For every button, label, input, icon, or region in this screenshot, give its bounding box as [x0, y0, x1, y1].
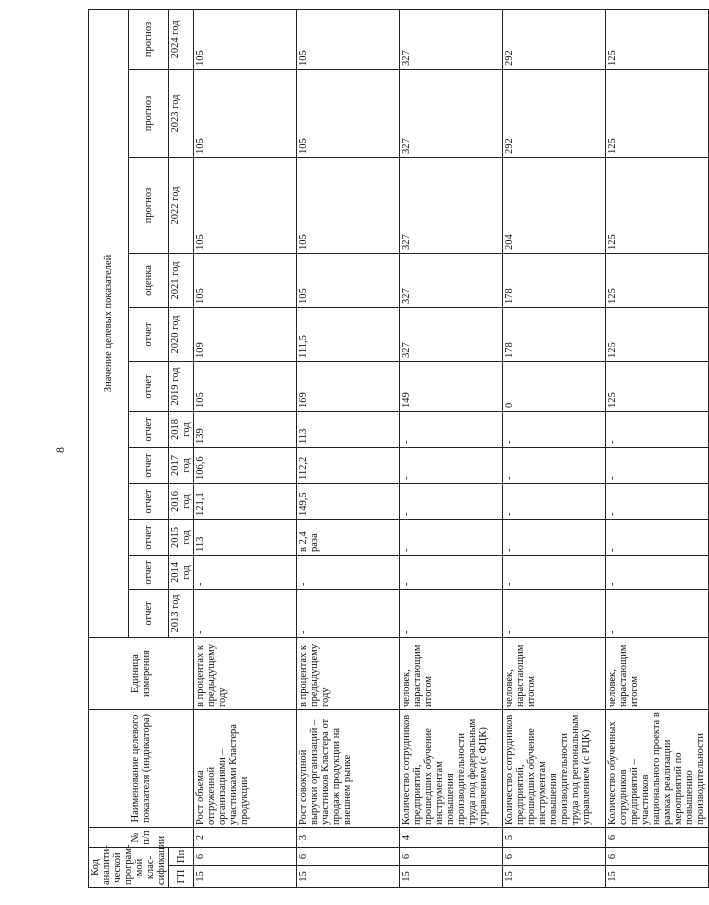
row-unit: человек, нарастающим итогом	[606, 637, 709, 709]
header-pp: Пп	[169, 847, 194, 865]
header-year-2: 2014 год	[169, 555, 194, 589]
row-value-2016: 121,1	[194, 483, 297, 519]
row-value-2015: -	[503, 519, 606, 555]
header-status-12: прогноз	[129, 9, 169, 69]
row-pp: 6	[194, 847, 297, 865]
header-status-11: прогноз	[129, 69, 169, 157]
header-year-9: 2021 год	[169, 253, 194, 307]
row-value-2019: 105	[194, 361, 297, 411]
indicators-table	[88, 9, 709, 888]
header-status-3: отчет	[129, 519, 169, 555]
row-value-2021: 125	[606, 253, 709, 307]
row-gp: 15	[194, 866, 297, 888]
row-value-2022: 204	[503, 157, 606, 253]
row-value-2022: 327	[400, 157, 503, 253]
header-year-4: 2016 год	[169, 483, 194, 519]
row-unit: человек, нарастающим итогом	[400, 637, 503, 709]
row-value-2017: 106,6	[194, 447, 297, 483]
row-value-2020: 125	[606, 307, 709, 361]
row-num: 5	[503, 827, 606, 847]
row-value-2015: -	[400, 519, 503, 555]
row-value-2016: -	[503, 483, 606, 519]
row-value-2014: -	[194, 555, 297, 589]
row-value-2013: -	[606, 589, 709, 637]
row-num: 2	[194, 827, 297, 847]
header-status-6: отчет	[129, 411, 169, 447]
header-unit: Единица измерения	[89, 637, 194, 709]
row-num: 6	[606, 827, 709, 847]
row-value-2013: -	[194, 589, 297, 637]
row-gp: 15	[503, 866, 606, 888]
row-gp: 15	[606, 866, 709, 888]
header-year-8: 2020 год	[169, 307, 194, 361]
header-status-5: отчет	[129, 447, 169, 483]
row-value-2013: -	[503, 589, 606, 637]
row-value-2015: 113	[194, 519, 297, 555]
row-value-2018: 139	[194, 411, 297, 447]
row-value-2014: -	[606, 555, 709, 589]
row-value-2018: -	[503, 411, 606, 447]
row-value-2014: -	[400, 555, 503, 589]
row-value-2020: 327	[400, 307, 503, 361]
row-gp: 15	[400, 866, 503, 888]
header-status-10: прогноз	[129, 157, 169, 253]
row-value-2015: в 2,4 раза	[297, 519, 400, 555]
rotated-table-container	[88, 9, 709, 888]
row-unit: в процентах к предыдущему году	[297, 637, 400, 709]
row-num: 4	[400, 827, 503, 847]
header-year-3: 2015 год	[169, 519, 194, 555]
row-value-2021: 105	[194, 253, 297, 307]
header-gp: ГП	[169, 866, 194, 888]
header-status-9: оценка	[129, 253, 169, 307]
table-row	[194, 9, 297, 887]
row-name: Количество обученных сотрудников предприятий – участников национального проекта в рамках реализации мероприятий по повышению производительности	[606, 709, 709, 827]
row-name: Рост объема отгруженной организациями – участниками Кластера продукции	[194, 709, 297, 827]
table-row	[400, 9, 503, 887]
row-value-2017: -	[503, 447, 606, 483]
row-value-2022: 105	[297, 157, 400, 253]
row-pp: 6	[297, 847, 400, 865]
header-year-7: 2019 год	[169, 361, 194, 411]
row-value-2015: -	[606, 519, 709, 555]
row-value-2016: -	[606, 483, 709, 519]
header-status-2: отчет	[129, 555, 169, 589]
row-value-2017: -	[400, 447, 503, 483]
row-value-2018: -	[606, 411, 709, 447]
header-year-6: 2018 год	[169, 411, 194, 447]
row-value-2021: 327	[400, 253, 503, 307]
row-value-2022: 125	[606, 157, 709, 253]
row-value-2020: 109	[194, 307, 297, 361]
header-status-4: отчет	[129, 483, 169, 519]
header-status-7: отчет	[129, 361, 169, 411]
row-value-2013: -	[400, 589, 503, 637]
row-value-2017: 112,2	[297, 447, 400, 483]
row-value-2024: 105	[194, 9, 297, 69]
row-value-2023: 125	[606, 69, 709, 157]
row-pp: 6	[400, 847, 503, 865]
row-value-2020: 178	[503, 307, 606, 361]
row-value-2019: 169	[297, 361, 400, 411]
row-value-2018: -	[400, 411, 503, 447]
row-name: Количество сотрудников предприятий, прошедших обучение инструментам повышения производительности труда под федеральным управлением (с ФЦК)	[400, 709, 503, 827]
row-num: 3	[297, 827, 400, 847]
row-value-2019: 125	[606, 361, 709, 411]
row-name: Рост совокупной выручки организаций – участников Кластера от продаж продукции на внешнем рынке	[297, 709, 400, 827]
row-value-2017: -	[606, 447, 709, 483]
header-status-8: отчет	[129, 307, 169, 361]
row-pp: 6	[503, 847, 606, 865]
table-row	[503, 9, 606, 887]
row-value-2013: -	[297, 589, 400, 637]
header-values-group: Значение целевых показателей	[89, 9, 129, 637]
row-gp: 15	[297, 866, 400, 888]
header-code-group: Код аналити-ческой програм-мой клас-сификации	[89, 847, 169, 887]
row-value-2024: 125	[606, 9, 709, 69]
table-row	[606, 9, 709, 887]
row-unit: человек, нарастающим итогом	[503, 637, 606, 709]
header-year-5: 2017 год	[169, 447, 194, 483]
header-status-1: отчет	[129, 589, 169, 637]
header-year-12: 2024 год	[169, 9, 194, 69]
row-pp: 6	[606, 847, 709, 865]
row-value-2023: 105	[297, 69, 400, 157]
row-value-2014: -	[503, 555, 606, 589]
row-value-2016: 149,5	[297, 483, 400, 519]
header-name: Наименование целевого показателя (индикатора)	[89, 709, 194, 827]
row-value-2019: 149	[400, 361, 503, 411]
row-value-2023: 292	[503, 69, 606, 157]
page-number: 8	[53, 447, 67, 453]
row-value-2024: 327	[400, 9, 503, 69]
row-value-2023: 327	[400, 69, 503, 157]
row-value-2021: 178	[503, 253, 606, 307]
row-name: Количество сотрудников предприятий, прошедших обучение инструментам повышения производительности труда под региональным управлением (с РЦК)	[503, 709, 606, 827]
row-unit: в процентах к предыдущему году	[194, 637, 297, 709]
row-value-2024: 292	[503, 9, 606, 69]
row-value-2020: 111,5	[297, 307, 400, 361]
header-year-10: 2022 год	[169, 157, 194, 253]
header-num: № п/п	[89, 827, 194, 847]
row-value-2022: 105	[194, 157, 297, 253]
row-value-2023: 105	[194, 69, 297, 157]
table-row	[297, 9, 400, 887]
row-value-2019: 0	[503, 361, 606, 411]
row-value-2021: 105	[297, 253, 400, 307]
row-value-2018: 113	[297, 411, 400, 447]
row-value-2014: -	[297, 555, 400, 589]
row-value-2016: -	[400, 483, 503, 519]
header-year-1: 2013 год	[169, 589, 194, 637]
row-value-2024: 105	[297, 9, 400, 69]
header-year-11: 2023 год	[169, 69, 194, 157]
